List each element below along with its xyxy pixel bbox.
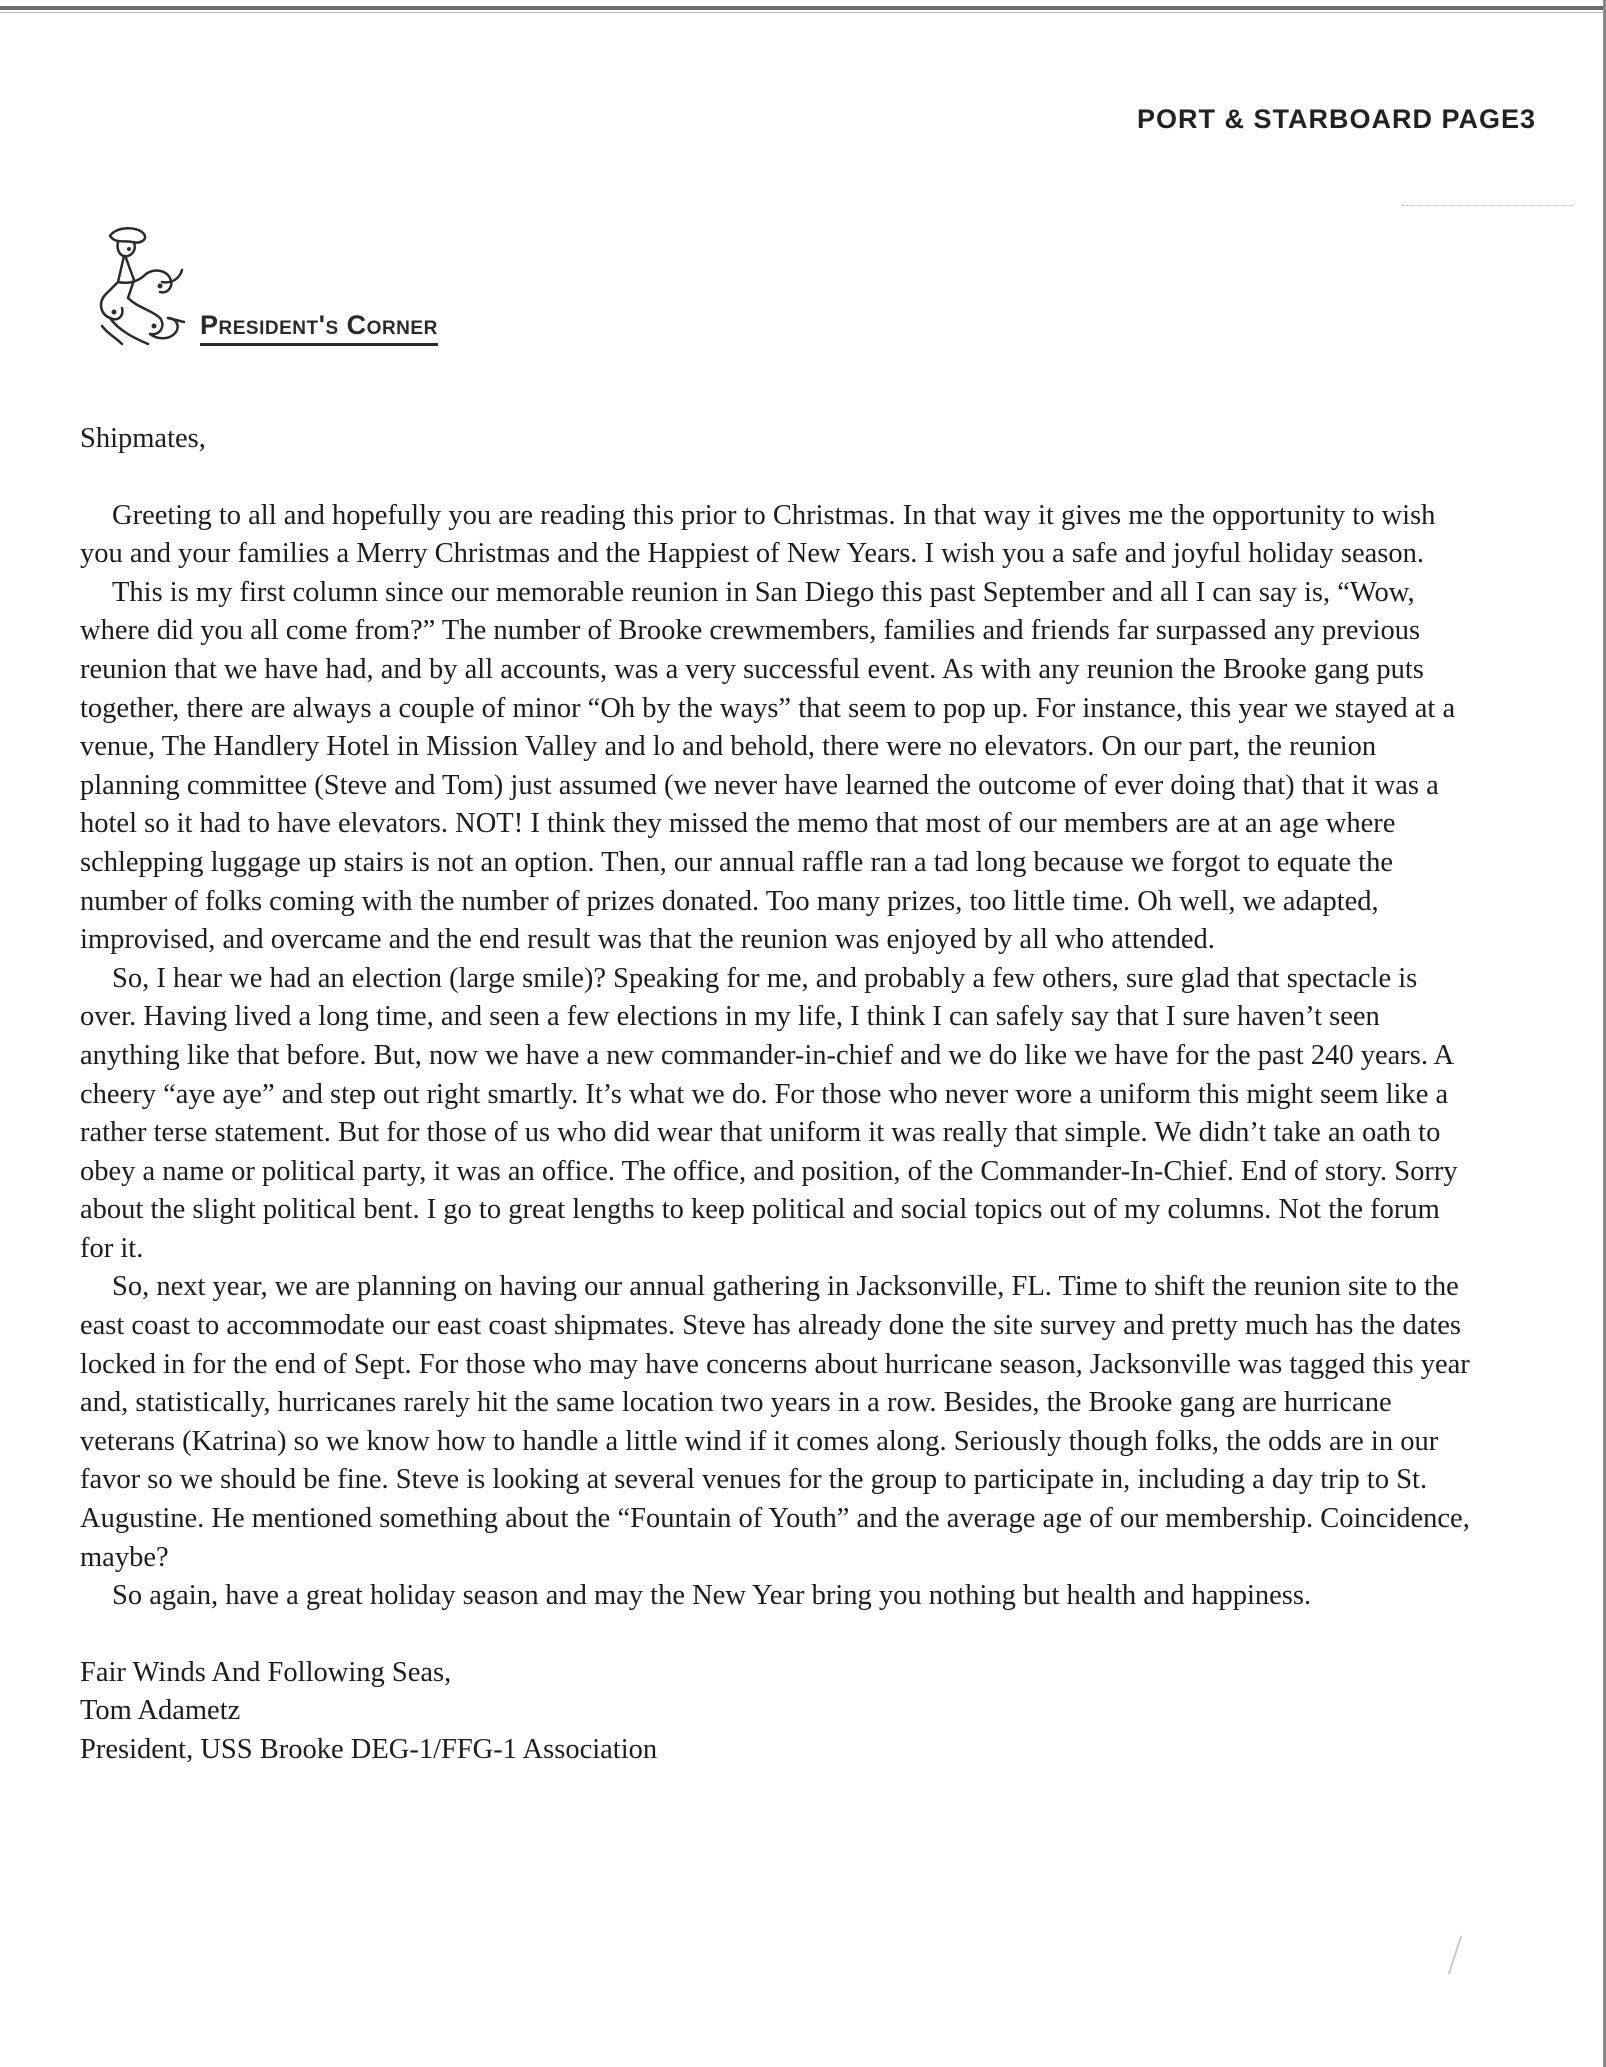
paragraph: So, next year, we are planning on having our annual gathering in Jacksonville, FL. Time to shift the reunion site to the east coast to accommodate our east coast shipmates. Steve has already done the site survey and pretty much has the dates locked in for the end of Sept. For those who may have concerns about hurricane season, Jacksonville was tagged this year and, statistically, hurricanes rarely hit the same location two years in a row. Besides, the Brooke gang are hurricane veterans (Katrina) so we know how to handle a little wind if it comes along. Seriously though folks, the odds are in our favor so we should be fine. Steve is looking at several venues for the group to participate in, including a day trip to St. Augustine. He mentioned something about the “Fountain of Youth” and the average age of our membership. Coincidence, maybe? (80, 1271, 1470, 1573)
paragraph: Greeting to all and hopefully you are reading this prior to Christmas. In that way it gives me the opportunity to wish you and your families a Merry Christmas and the Happiest of New Years. I wish you a safe and joyful holiday season. (80, 499, 1436, 570)
signature-block (80, 1654, 1480, 1770)
paragraph: This is my first column since our memorable reunion in San Diego this past September and all I can say is, “Wow, where did you all come from?” The number of Brooke crewmembers, families and friends far surpassed any previous reunion that we have had, and by all accounts, was a very successful event. As with any reunion the Brooke gang puts together, there are always a couple of minor “Oh by the ways” that seem to pop up. For instance, this year we stayed at a venue, The Handlery Hotel in Mission Valley and lo and behold, there were no elevators. On our part, the reunion planning committee (Steve and Tom) just assumed (we never have learned the outcome of ever doing that) that it was a hotel so it had to have elevators. NOT! I think they missed the memo that most of our members are at an age where schlepping luggage up stairs is not an option. Then, our annual raffle ran a tad long because we forgot to equate the number of folks coming with the number of prizes donated. Too many prizes, too little time. Oh well, we adapted, improvised, and overcame and the end result was that the reunion was enjoyed by all who attended. (80, 576, 1456, 956)
scan-artifact (1402, 205, 1572, 206)
signer-title: President, USS Brooke DEG-1/FFG-1 Association (80, 1734, 658, 1765)
signer-name: Tom Adametz (80, 1695, 241, 1727)
paragraph: So, I hear we had an election (large smile)? Speaking for me, and probably a few others, sure glad that spectacle is over. Having lived a long time, and seen a few elections in my life, I think I can safely say that I sure haven’t seen anything like that before. But, now we have a new commander-in-chief and we do like we have for the past 240 years. A cheery “aye aye” and step out right smartly. It’s what we do. For those who never wore a uniform this might seem like a rather terse statement. But for those of us who did wear that uniform it was really that simple. We didn’t take an oath to obey a name or political party, it was an office. The office, and position, of the Commander-In-Chief. End of story. Sorry about the slight political bent. I go to great lengths to keep political and social topics out of my columns. Not the forum for it. (80, 962, 1458, 1264)
scan-top-edge-shadow (0, 12, 1606, 13)
section-title: President's Corner (200, 310, 438, 346)
valediction: Fair Winds And Following Seas, (80, 1656, 452, 1688)
scan-artifact (1448, 1936, 1462, 1975)
letter-body (80, 420, 1480, 1770)
page-header: PORT & STARBOARD PAGE3 (1136, 104, 1536, 134)
paragraph: So again, have a great holiday season and may the New Year bring you nothing but health and happiness. (112, 1580, 1312, 1612)
scan-top-edge (0, 6, 1606, 10)
salutation: Shipmates, (80, 423, 206, 454)
sailor-figure-icon (88, 222, 198, 357)
